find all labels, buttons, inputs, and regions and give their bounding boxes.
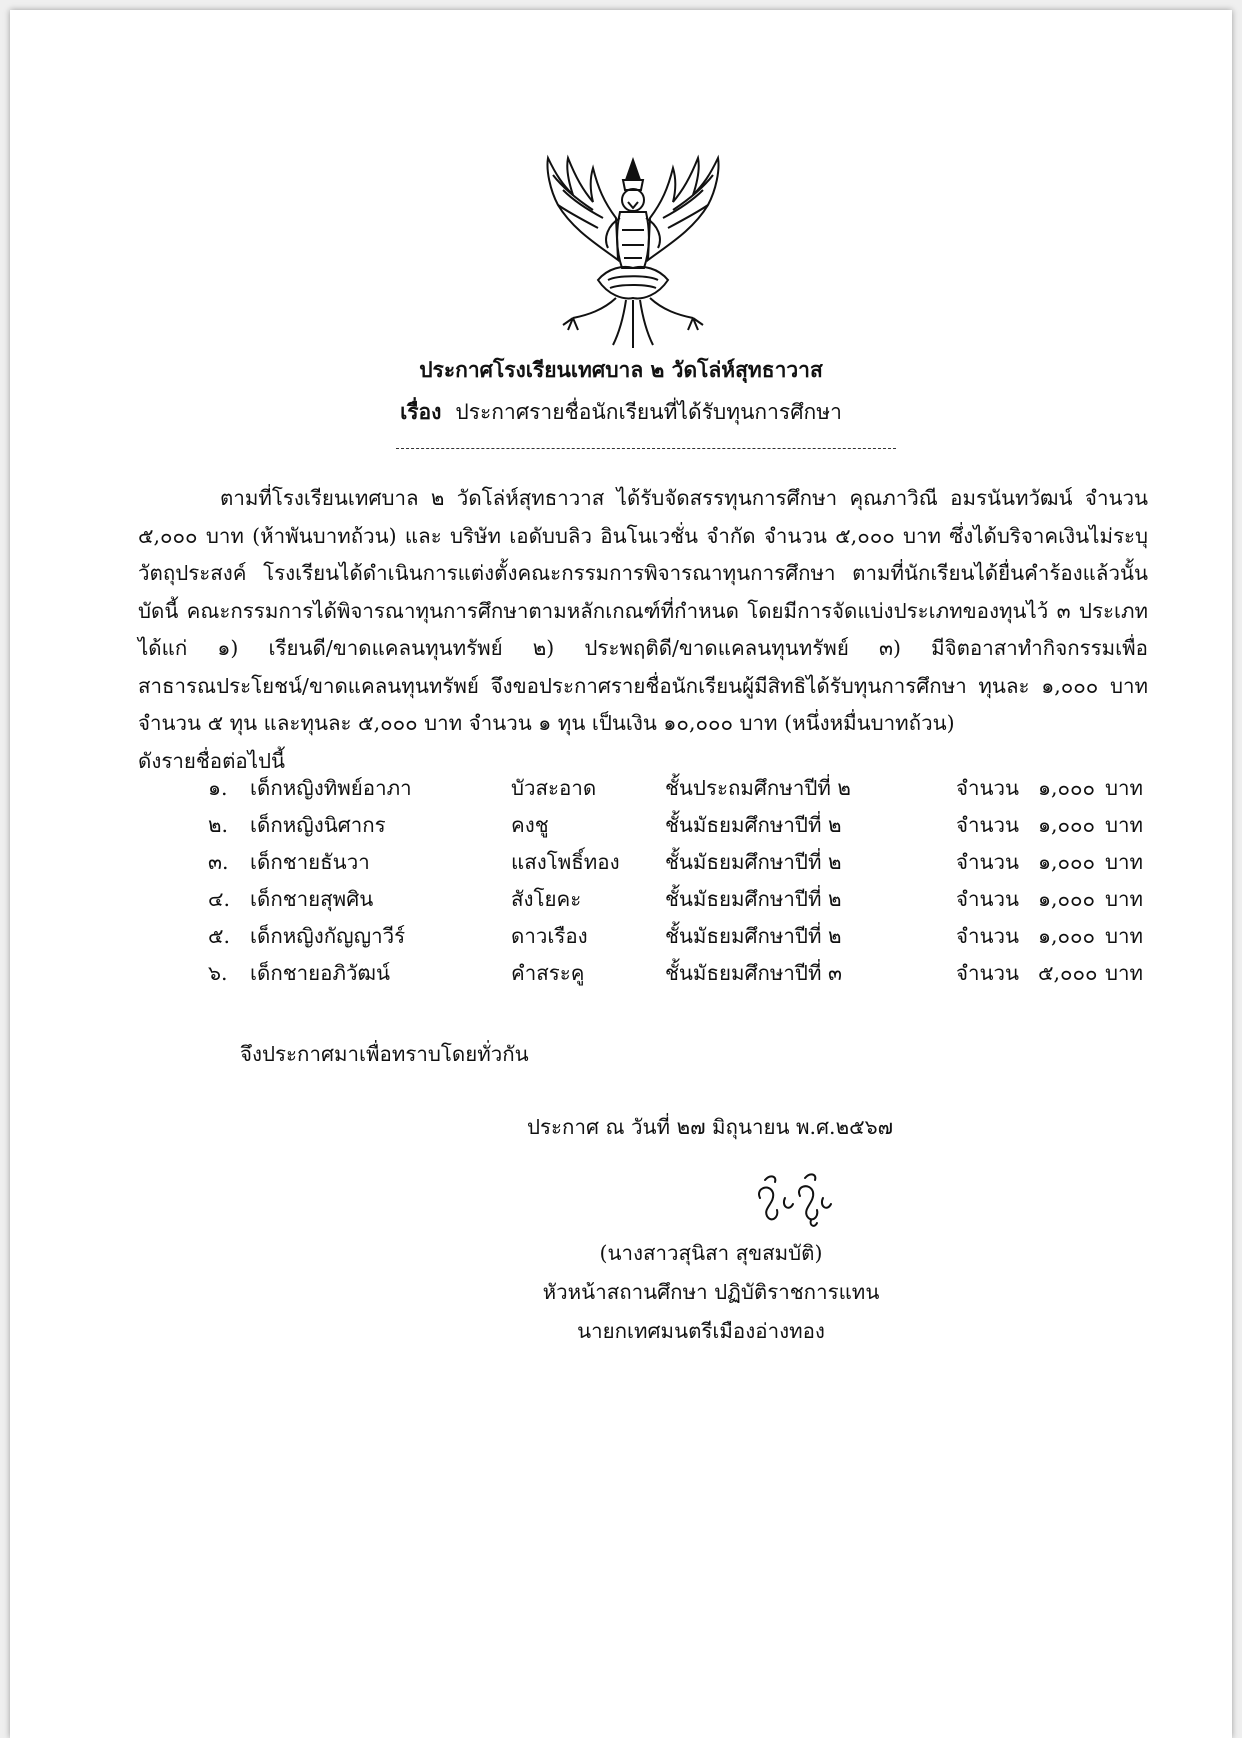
list-item [10,809,1232,845]
body-paragraph: ตามที่โรงเรียนเทศบาล ๒ วัดโล่ห์สุทธาวาส ได้รับจัดสรรทุนการศึกษา คุณภาวิณี อมรนันทวัฒน์ จำนวน ๕,๐๐๐ บาท (ห้าพันบาทถ้วน) และ บริษัท เอดับบลิว อินโนเวชั่น จำกัด จำนวน ๕,๐๐๐ บาท ซึ่งได้บริจาคเงินไม่ระบุวัตถุประสงค์ โรงเรียนได้ดำเนินการแต่งตั้งคณะกรรมการพิจารณาทุนการศึกษา ตามที่นักเรียนได้ยื่นคำร้องแล้วนั้น บัดนี้ คณะกรรมการได้พิจารณาทุนการศึกษาตามหลักเกณฑ์ที่กำหนด โดยมีการจัดแบ่งประเภทของทุนไว้ ๓ ประเภท ได้แก่ ๑) เรียนดี/ขาดแคลนทุนทรัพย์ ๒) ประพฤติดี/ขาดแคลนทุนทรัพย์ ๓) มีจิตอาสาทำกิจกรรมเพื่อสาธารณประโยชน์/ขาดแคลนทุนทรัพย์ จึงขอประกาศรายชื่อนักเรียนผู้มีสิทธิได้รับทุนการศึกษา ทุนละ ๑,๐๐๐ บาท จำนวน ๕ ทุน และทุนละ ๕,๐๐๐ บาท จำนวน ๑ ทุน เป็นเงิน ๑๐,๐๐๐ บาท (หนึ่งหมื่นบาทถ้วน) [138,486,1148,735]
student-last-name: บัวสะอาด [511,776,597,800]
student-last-name: คำสระคู [511,961,585,985]
amount-label: จำนวน [956,961,1020,985]
item-number: ๑. [208,776,228,800]
student-first-name: เด็กหญิงทิพย์อาภา [250,776,412,800]
amount-value: ๑,๐๐๐ [1038,850,1096,874]
student-grade: ชั้นมัธยมศึกษาปีที่ ๒ [665,887,842,911]
amount-unit: บาท [1105,924,1144,948]
announcement-body [138,480,1148,780]
garuda-emblem-icon [538,150,728,350]
student-grade: ชั้นมัธยมศึกษาปีที่ ๓ [665,961,842,985]
amount-unit: บาท [1105,961,1144,985]
subject-text: ประกาศรายชื่อนักเรียนที่ได้รับทุนการศึกษา [455,400,842,424]
handwritten-signature-icon [745,1168,845,1230]
student-first-name: เด็กชายธันวา [250,850,370,874]
student-last-name: คงชู [511,813,549,837]
signer-name: (นางสาวสุนิสา สุขสมบัติ) [599,1241,823,1265]
student-first-name: เด็กชายสุพศิน [250,887,374,911]
item-number: ๖. [208,961,228,985]
item-number: ๔. [208,887,231,911]
announcement-subject [10,396,1232,429]
amount-label: จำนวน [956,887,1020,911]
item-number: ๕. [208,924,231,948]
student-last-name: ดาวเรือง [511,924,588,948]
student-first-name: เด็กชายอภิวัฒน์ [250,961,391,985]
announcement-date: ประกาศ ณ วันที่ ๒๗ มิถุนายน พ.ศ.๒๕๖๗ [527,1115,894,1139]
list-item [10,957,1232,993]
amount-label: จำนวน [956,850,1020,874]
student-grade: ชั้นประถมศึกษาปีที่ ๒ [665,776,851,800]
signer-organization: นายกเทศมนตรีเมืองอ่างทอง [577,1319,825,1343]
student-last-name: สังโยคะ [511,887,582,911]
list-item [10,846,1232,882]
amount-unit: บาท [1105,887,1144,911]
announcement-title: ประกาศโรงเรียนเทศบาล ๒ วัดโล่ห์สุทธาวาส [419,357,823,382]
list-item [10,883,1232,919]
list-item [10,920,1232,956]
amount-unit: บาท [1105,813,1144,837]
student-grade: ชั้นมัธยมศึกษาปีที่ ๒ [665,813,842,837]
signer-position: หัวหน้าสถานศึกษา ปฏิบัติราชการแทน [542,1280,880,1304]
amount-value: ๑,๐๐๐ [1038,776,1096,800]
amount-label: จำนวน [956,813,1020,837]
amount-unit: บาท [1105,850,1144,874]
closing-statement: จึงประกาศมาเพื่อทราบโดยทั่วกัน [240,1042,529,1066]
amount-value: ๑,๐๐๐ [1038,924,1096,948]
item-number: ๓. [208,850,229,874]
subject-label: เรื่อง [400,399,442,424]
student-first-name: เด็กหญิงนิศากร [250,813,386,837]
student-grade: ชั้นมัธยมศึกษาปีที่ ๒ [665,924,842,948]
list-item [10,772,1232,808]
list-intro: ดังรายชื่อต่อไปนี้ [138,748,286,773]
student-first-name: เด็กหญิงกัญญาวีร์ [250,924,406,948]
amount-label: จำนวน [956,776,1020,800]
item-number: ๒. [208,813,229,837]
amount-value: ๑,๐๐๐ [1038,813,1096,837]
amount-value: ๑,๐๐๐ [1038,887,1096,911]
dashed-divider [396,448,896,449]
amount-label: จำนวน [956,924,1020,948]
student-grade: ชั้นมัธยมศึกษาปีที่ ๒ [665,850,842,874]
amount-unit: บาท [1105,776,1144,800]
student-last-name: แสงโพธิ์ทอง [511,850,620,874]
document-page [10,10,1232,1738]
amount-value: ๕,๐๐๐ [1038,961,1098,985]
